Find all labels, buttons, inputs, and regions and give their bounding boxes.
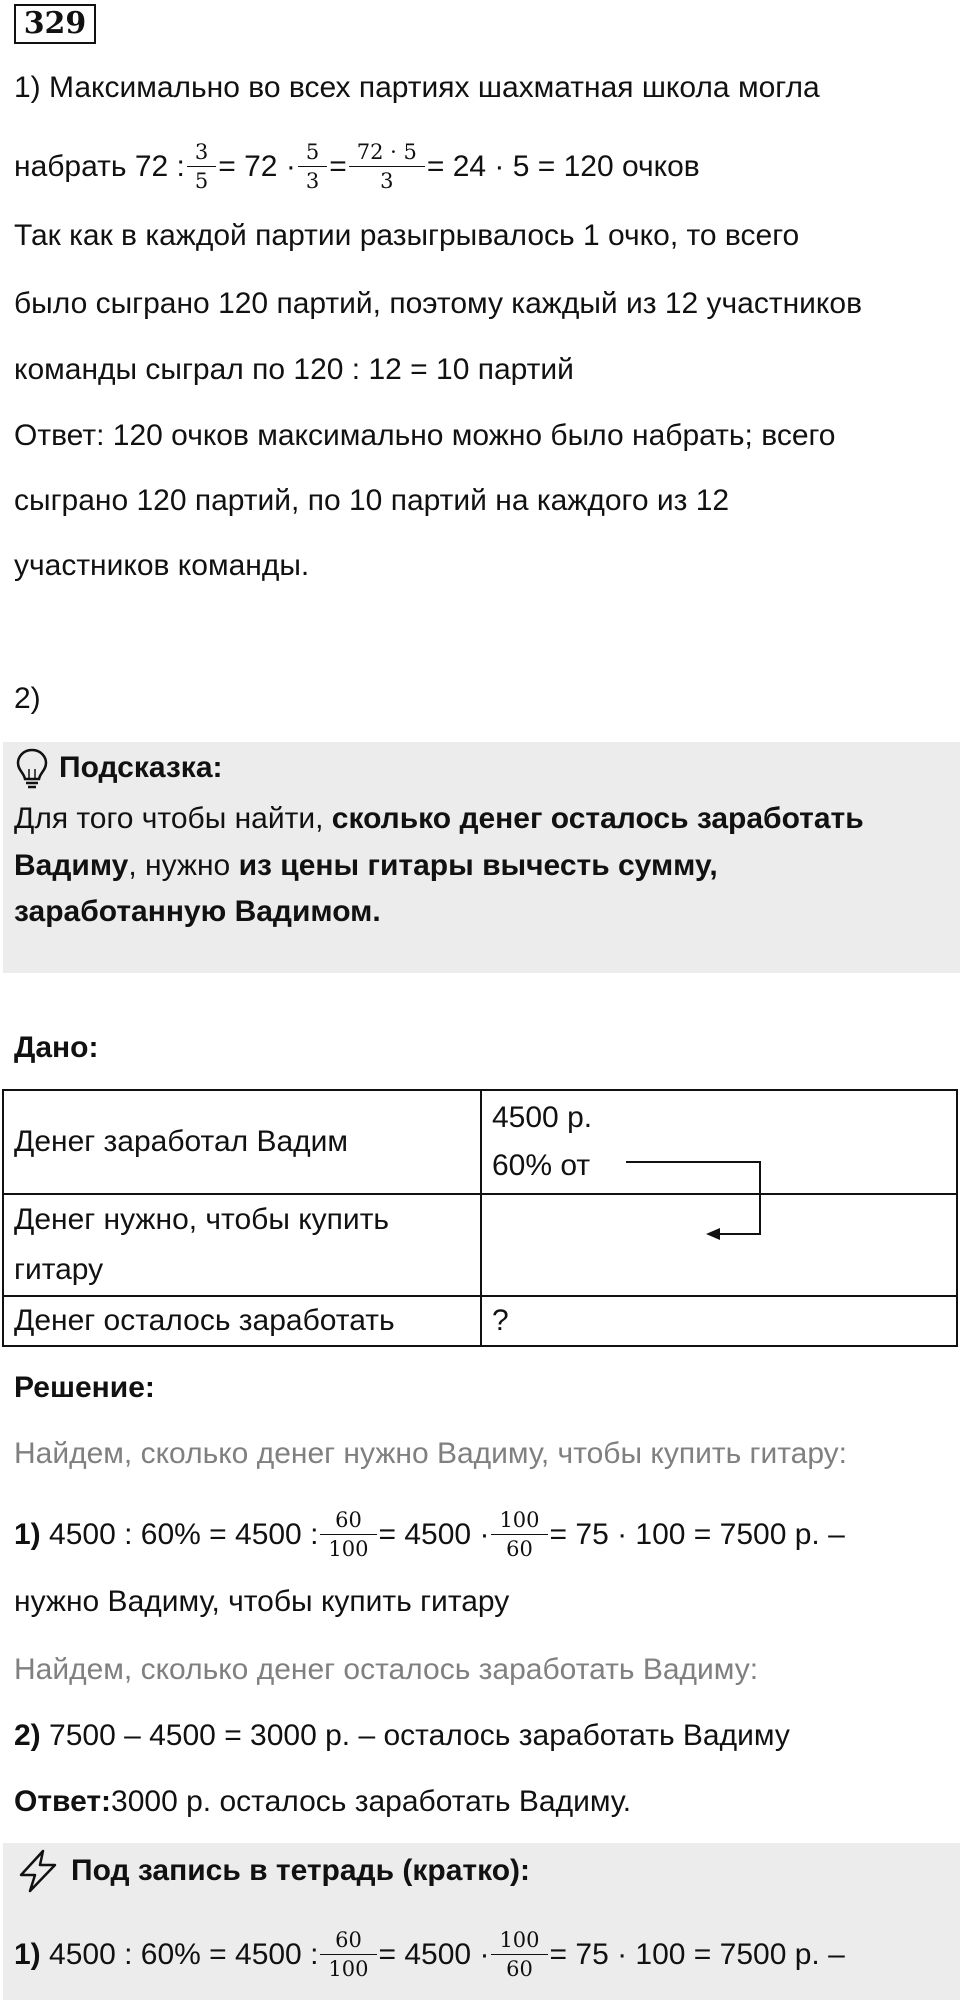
solution-label: Решение: (14, 1371, 155, 1404)
hint-title: Подсказка: (59, 751, 223, 784)
table-cell: Денег заработал Вадим (3, 1090, 481, 1194)
answer: Ответ: 3000 р. осталось заработать Вадиму. (14, 1785, 632, 1818)
lightbulb-icon (15, 747, 49, 791)
notebook-box (3, 1843, 960, 2000)
given-label: Дано: (14, 1031, 99, 1064)
lightning-icon (17, 1849, 59, 1893)
hint-line1: Для того чтобы найти, сколько денег осталось заработать (14, 802, 864, 835)
part1-calc: набрать 72 : $\frac{3}{5}$ = 72 · $\frac{5}{3}$ = $\frac{72 \cdot 5}{3}$ = 24 · 5 = 120 очков (14, 140, 700, 193)
table-cell: Денег нужно, чтобы купить гитару (3, 1194, 481, 1296)
part2-label: 2) (14, 682, 41, 715)
step1-tail: нужно Вадиму, чтобы купить гитару (14, 1585, 510, 1618)
part1-line1: 1) Максимально во всех партиях шахматная школа могла (14, 71, 820, 104)
step1: 1) 4500 : 60% = 4500 : $\frac{60}{100}$ = 4500 · $\frac{100}{60}$ = 75 · 100 = 7500 р. – (14, 1508, 845, 1561)
table-cell: Денег осталось заработать (3, 1296, 481, 1346)
hint-box (3, 742, 960, 973)
fraction: $\frac{100}{60}$ (495, 1928, 543, 1981)
step1-note: Найдем, сколько денег нужно Вадиму, чтобы купить гитару: (14, 1437, 847, 1470)
notebook-title: Под запись в тетрадь (кратко): (71, 1854, 531, 1887)
step2: 2) 7500 – 4500 = 3000 р. – осталось заработать Вадиму (14, 1719, 790, 1752)
fraction: $\frac{5}{3}$ (302, 140, 323, 193)
table-row (3, 1194, 957, 1296)
fraction: $\frac{60}{100}$ (324, 1508, 372, 1561)
part1-line: было сыграно 120 партий, поэтому каждый из 12 участников (14, 287, 863, 320)
fraction: $\frac{100}{60}$ (495, 1508, 543, 1561)
table-row (3, 1296, 957, 1346)
table-cell: 4500 р. 60% от (481, 1090, 957, 1194)
fraction: $\frac{72 \cdot 5}{3}$ (353, 140, 421, 193)
table-cell: ? (481, 1296, 957, 1346)
given-table (2, 1089, 958, 1347)
fraction: $\frac{3}{5}$ (191, 140, 212, 193)
table-row (3, 1090, 957, 1194)
part1-answer-line: Ответ: 120 очков максимально можно было набрать; всего (14, 419, 836, 452)
arrow-icon (620, 1150, 770, 1240)
part1-answer-line: участников команды. (14, 549, 310, 582)
part1-line: Так как в каждой партии разыгрывалось 1 очко, то всего (14, 219, 800, 252)
hint-line2: Вадиму , нужно из цены гитары вычесть сумму, (14, 849, 718, 882)
step2-note: Найдем, сколько денег осталось заработать Вадиму: (14, 1653, 759, 1686)
notebook-step1: 1) 4500 : 60% = 4500 : $\frac{60}{100}$ = 4500 · $\frac{100}{60}$ = 75 · 100 = 7500 р. – (14, 1928, 845, 1981)
part1-answer-line: сыграно 120 партий, по 10 партий на каждого из 12 (14, 484, 730, 517)
problem-number: 329 (14, 4, 96, 44)
part1-line: команды сыграл по 120 : 12 = 10 партий (14, 353, 574, 386)
fraction: $\frac{60}{100}$ (324, 1928, 372, 1981)
hint-line3: заработанную Вадимом. (14, 895, 381, 928)
